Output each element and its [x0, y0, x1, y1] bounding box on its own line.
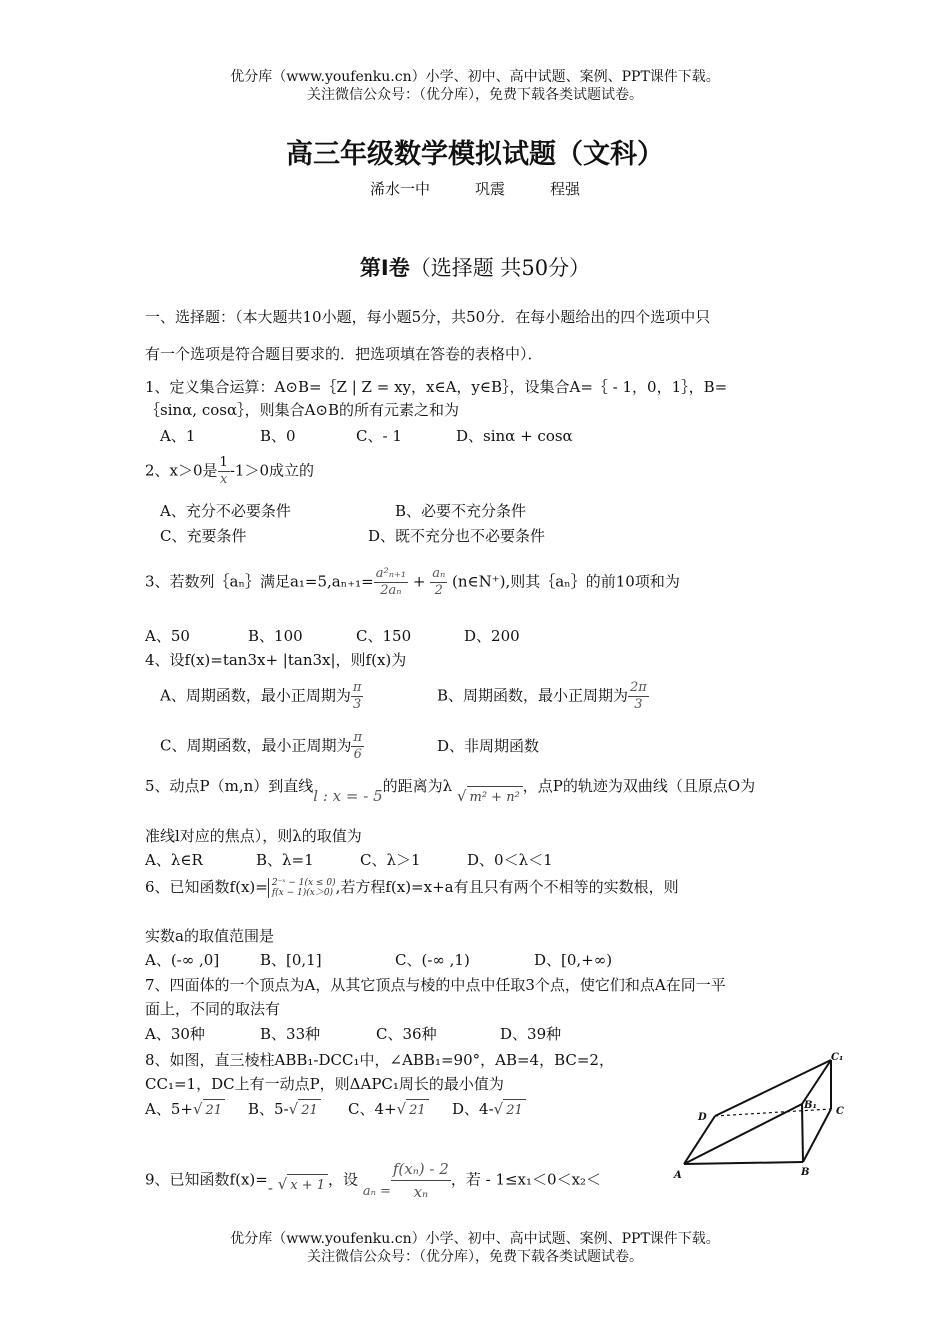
q2-frac-num: 1 [219, 455, 228, 470]
header-line-2: 关注微信公众号：（优分库），免费下载各类试题试卷。 [307, 87, 643, 103]
q2-stem [145, 455, 810, 488]
q3-option-b: B、100 [248, 627, 303, 645]
q3-option-c: C、150 [356, 627, 412, 645]
q8-option-b [248, 1098, 321, 1122]
q8-option-d [452, 1098, 526, 1122]
intro-line-2: 有一个选项是符合题目要求的．把选项填在答卷的表格中）． [145, 345, 543, 363]
q2-option-c: C、充要条件 [160, 527, 247, 545]
q5-option-c: C、λ＞1 [360, 851, 421, 869]
footer-line-1: 优分库（www.youfenku.cn）小学、初中、高中试题、案例、PPT课件下载。 [230, 1231, 720, 1247]
label-B: B [801, 1167, 810, 1178]
q2-pre: 2、x＞0是 [145, 461, 218, 480]
label-B1: B₁ [804, 1100, 817, 1111]
q5-option-b: B、λ=1 [256, 851, 314, 869]
label-C: C [836, 1106, 844, 1117]
radical-icon: √ [456, 787, 467, 805]
q3-option-a: A、50 [145, 627, 190, 645]
q9-an: aₙ = [362, 1183, 391, 1199]
q8-option-b-root: 21 [298, 1099, 321, 1122]
q4-option-b-text: B、周期函数，最小正周期为 [437, 686, 629, 705]
q4-b-den: 3 [628, 696, 649, 713]
radical-icon: √ [396, 1100, 407, 1118]
q5-mid: 的距离为λ [382, 777, 453, 795]
q9-frac-den: xₙ [391, 1180, 451, 1203]
q2-option-d: D、既不充分也不必要条件 [368, 527, 546, 545]
section-heading [0, 252, 950, 282]
q9-neg: - [267, 1178, 273, 1197]
q4-option-c [160, 730, 364, 763]
q4-option-b [437, 680, 649, 713]
q8-line-1: 8、如图，直三棱柱ABB₁-DCC₁中，∠ABB₁=90°，AB=4，BC=2， [145, 1051, 614, 1069]
radical-icon: √ [277, 1174, 288, 1193]
q3-f2-den: 2 [430, 582, 447, 599]
q3-post: (n∈N⁺),则其｛aₙ｝的前10项和为 [452, 572, 680, 591]
q4-option-c-text: C、周期函数，最小正周期为 [160, 736, 352, 755]
q3-f1-num: a²ₙ₊₁ [375, 566, 407, 581]
q9-stem [145, 1158, 810, 1203]
q8-line-2: CC₁=1，DC上有一动点P，则ΔAPC₁周长的最小值为 [145, 1075, 504, 1093]
q7-option-b: B、33种 [260, 1025, 321, 1043]
q4-option-a-frac [351, 680, 364, 713]
q1-option-d: D、sinα + cosα [456, 427, 573, 445]
q7-option-d: D、39种 [500, 1025, 562, 1043]
q6-pre: 6、已知函数f(x)= [145, 878, 268, 896]
q6-option-b: B、[0,1] [260, 951, 322, 969]
q4-b-num: 2π [630, 680, 647, 695]
footer-line-2: 关注微信公众号：（优分库），免费下载各类试题试卷。 [307, 1249, 643, 1265]
q3-f2-num: aₙ [432, 566, 446, 581]
q8-option-c-root: 21 [406, 1099, 429, 1122]
q6-piecewise [268, 878, 336, 898]
q2-post: -1＞0成立的 [229, 461, 314, 480]
label-A: A [674, 1170, 682, 1181]
q1-option-b: B、0 [260, 427, 296, 445]
q5-sqrt-body: m² + n² [467, 786, 523, 809]
q8-option-a-root: 21 [203, 1099, 226, 1122]
section-heading-bold: 第Ⅰ卷 [359, 256, 410, 280]
q2-option-a: A、充分不必要条件 [160, 502, 291, 520]
q4-option-a-text: A、周期函数，最小正周期为 [160, 686, 351, 705]
section-heading-rest: （选择题 共50分） [409, 256, 591, 280]
q4-c-den: 6 [351, 746, 364, 763]
q7-line-2: 面上，不同的取法有 [145, 1000, 281, 1018]
q3-pre: 3、若数列｛aₙ｝满足a₁=5,aₙ₊₁= [145, 572, 374, 591]
q5-line-eq: l : x = - 5 [313, 787, 383, 805]
q9-sqrt [278, 1175, 328, 1193]
q5-post: ，点P的轨迹为双曲线（且原点O为 [522, 777, 756, 795]
q9-sqrt-body: x + 1 [287, 1174, 328, 1197]
q4-option-d: D、非周期函数 [437, 737, 540, 755]
q4-option-c-frac [351, 730, 364, 763]
q7-option-a: A、30种 [145, 1025, 205, 1043]
q6-case-2: f(x − 1)(x＞0) [271, 888, 334, 898]
q1-line-2: ｛sinα, cosα｝，则集合A⊙B的所有元素之和为 [145, 401, 460, 419]
q3-plus: + [412, 572, 426, 591]
authors: 浠水一中 巩震 程强 [369, 180, 580, 198]
header-line-1: 优分库（www.youfenku.cn）小学、初中、高中试题、案例、PPT课件下载。 [230, 69, 720, 85]
q9-tail: - 1≤x₁＜0＜x₂＜ [485, 1170, 602, 1189]
q9-pre: 9、已知函数f(x)= [145, 1170, 268, 1189]
q8-option-b-text: B、5- [248, 1100, 289, 1118]
q3-fraction-2 [430, 566, 447, 599]
q1-option-c: C、- 1 [356, 427, 402, 445]
page-title: 高三年级数学模拟试题（文科） [286, 139, 664, 170]
q4-option-a [160, 680, 363, 713]
edge-BB1 [802, 1104, 803, 1162]
q9-frac-num: f(xₙ) - 2 [392, 1160, 449, 1178]
q6-case-1: 2⁻ˣ − 1(x ≤ 0) [271, 878, 336, 888]
radical-icon: √ [288, 1100, 299, 1118]
q5-line-2: 准线l对应的焦点），则λ的取值为 [145, 827, 362, 845]
q8-option-a [145, 1098, 225, 1122]
q6-option-c: C、(-∞ ,1) [395, 951, 470, 969]
q4-c-num: π [353, 730, 363, 745]
q5-sqrt [457, 787, 523, 805]
q4-stem: 4、设f(x)=tan3x+ |tan3x|，则f(x)为 [145, 651, 407, 669]
q6-option-a: A、(-∞ ,0] [145, 951, 220, 969]
radical-icon: √ [192, 1100, 203, 1118]
q8-option-c [348, 1098, 429, 1122]
q6-stem [145, 876, 810, 898]
q9-mid: ，设 [328, 1170, 359, 1189]
q2-option-b: B、必要不充分条件 [395, 502, 527, 520]
q6-option-d: D、[0,+∞) [534, 951, 613, 969]
q3-fraction-1 [374, 566, 408, 599]
intro-line-1: 一、选择题：（本大题共10小题，每小题5分，共50分．在每小题给出的四个选项中只 [145, 308, 711, 326]
q4-option-b-frac [628, 680, 649, 713]
q4-a-num: π [352, 680, 362, 695]
edge-BC [803, 1109, 831, 1162]
q8-option-c-text: C、4+ [348, 1100, 397, 1118]
radical-icon: √ [493, 1100, 504, 1118]
q6-line-2: 实数a的取值范围是 [145, 927, 274, 945]
q3-f1-den: 2aₙ [374, 582, 408, 599]
q8-option-a-text: A、5+ [145, 1100, 193, 1118]
q7-option-c: C、36种 [376, 1025, 437, 1043]
q3-stem [145, 566, 810, 599]
q8-option-d-root: 21 [503, 1099, 526, 1122]
q5-option-a: A、λ∈R [145, 851, 203, 869]
q4-a-den: 3 [351, 696, 364, 713]
q1-line-1: 1、定义集合运算：A⊙B=｛Z | Z = xy，x∈A，y∈B｝，设集合A=｛ - 1，0，1｝，B= [145, 378, 728, 396]
q5-option-d: D、0＜λ＜1 [467, 851, 553, 869]
q9-post: ，若 [450, 1170, 481, 1189]
q3-option-d: D、200 [464, 627, 520, 645]
q8-option-d-text: D、4- [452, 1100, 494, 1118]
q5-stem [145, 775, 810, 805]
label-C1: C₁ [831, 1052, 844, 1063]
q5-pre: 5、动点P（m,n）到直线 [145, 777, 314, 795]
label-D: D [698, 1112, 707, 1123]
q2-frac-den: x [218, 471, 230, 488]
q7-line-1: 7、四面体的一个顶点为A，从其它顶点与棱的中点中任取3个点，使它们和点A在同一平 [145, 976, 726, 994]
q9-fraction [391, 1158, 451, 1203]
q1-option-a: A、1 [160, 427, 196, 445]
q2-fraction [218, 455, 230, 488]
q6-post: ,若方程f(x)=x+a有且只有两个不相等的实数根，则 [335, 878, 679, 896]
